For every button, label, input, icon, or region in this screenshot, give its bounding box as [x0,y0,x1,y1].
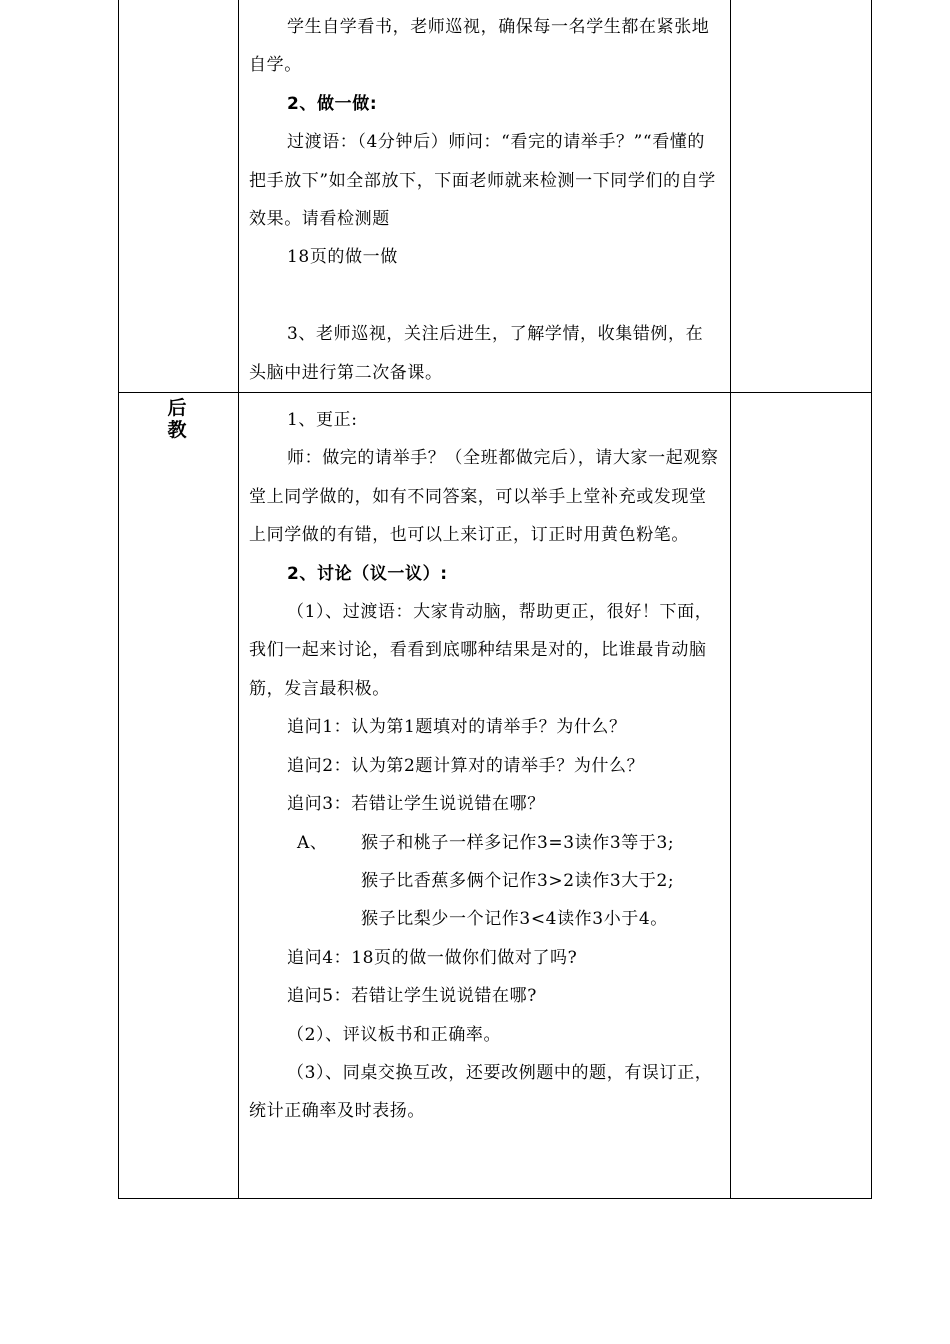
stage-cell [119,0,239,393]
answer-line: 猴子比香蕉多俩个记作3>2读作3大于2; [361,870,675,891]
question-line: 追问1：认为第1题填对的请举手？为什么？ [287,717,627,738]
stage-label-char: 教 [167,419,187,442]
question-line: 追问2：认为第2题计算对的请举手？为什么？ [287,755,645,776]
section-heading: 2、讨论（议一议）: [287,563,448,584]
paragraph: 18页的做一做 [287,247,398,268]
notes-cell [731,0,872,393]
section-heading: 1、更正: [287,410,358,431]
stage-label-char: 后 [167,397,187,420]
content-cell [239,393,731,1199]
paragraph: 过渡语：（4分钟后）师问：“看完的请举手？”“看懂的把手放下”如全部放下，下面老师就来检测一下同学们的自学效果。请看检测题 [249,132,716,230]
lesson-plan-table [118,0,872,1199]
content-cell [239,0,731,393]
answer-text: 猴子和桃子一样多记作3=3读作3等于3; [361,832,675,853]
stage-label [116,393,238,441]
paragraph: （1）、过渡语：大家肯动脑，帮助更正，很好！下面，我们一起来讨论，看看到底哪种结果是对的，比谁最肯动脑筋，发言最积极。 [249,602,713,699]
section-heading: 2、做一做: [287,93,378,114]
paragraph: 3、老师巡视，关注后进生，了解学情，收集错例，在头脑中进行第二次备课。 [249,324,704,383]
paragraph: （2）、评议板书和正确率。 [287,1024,502,1045]
notes-cell [731,393,872,1199]
question-line: 追问3：若错让学生说说错在哪？ [287,794,545,815]
answer-line [249,824,720,862]
paragraph: （3）、同桌交换互改，还要改例题中的题，有误订正，统计正确率及时表扬。 [249,1062,713,1122]
table-row [119,393,872,1199]
question-line: 追问4：18页的做一做你们做对了吗? [287,947,578,968]
answer-marker: A、 [297,832,328,853]
question-line: 追问5：若错让学生说说错在哪? [287,986,537,1007]
answer-line: 猴子比梨少一个记作3<4读作3小于4。 [361,909,668,930]
paragraph: 学生自学看书，老师巡视，确保每一名学生都在紧张地自学。 [249,17,710,76]
table-row [119,0,872,393]
stage-cell [119,393,239,1199]
paragraph: 师：做完的请举手？（全班都做完后），请大家一起观察堂上同学做的，如有不同答案，可以举手上堂补充或发现堂上同学做的有错，也可以上来订正，订正时用黄色粉笔。 [249,448,719,546]
